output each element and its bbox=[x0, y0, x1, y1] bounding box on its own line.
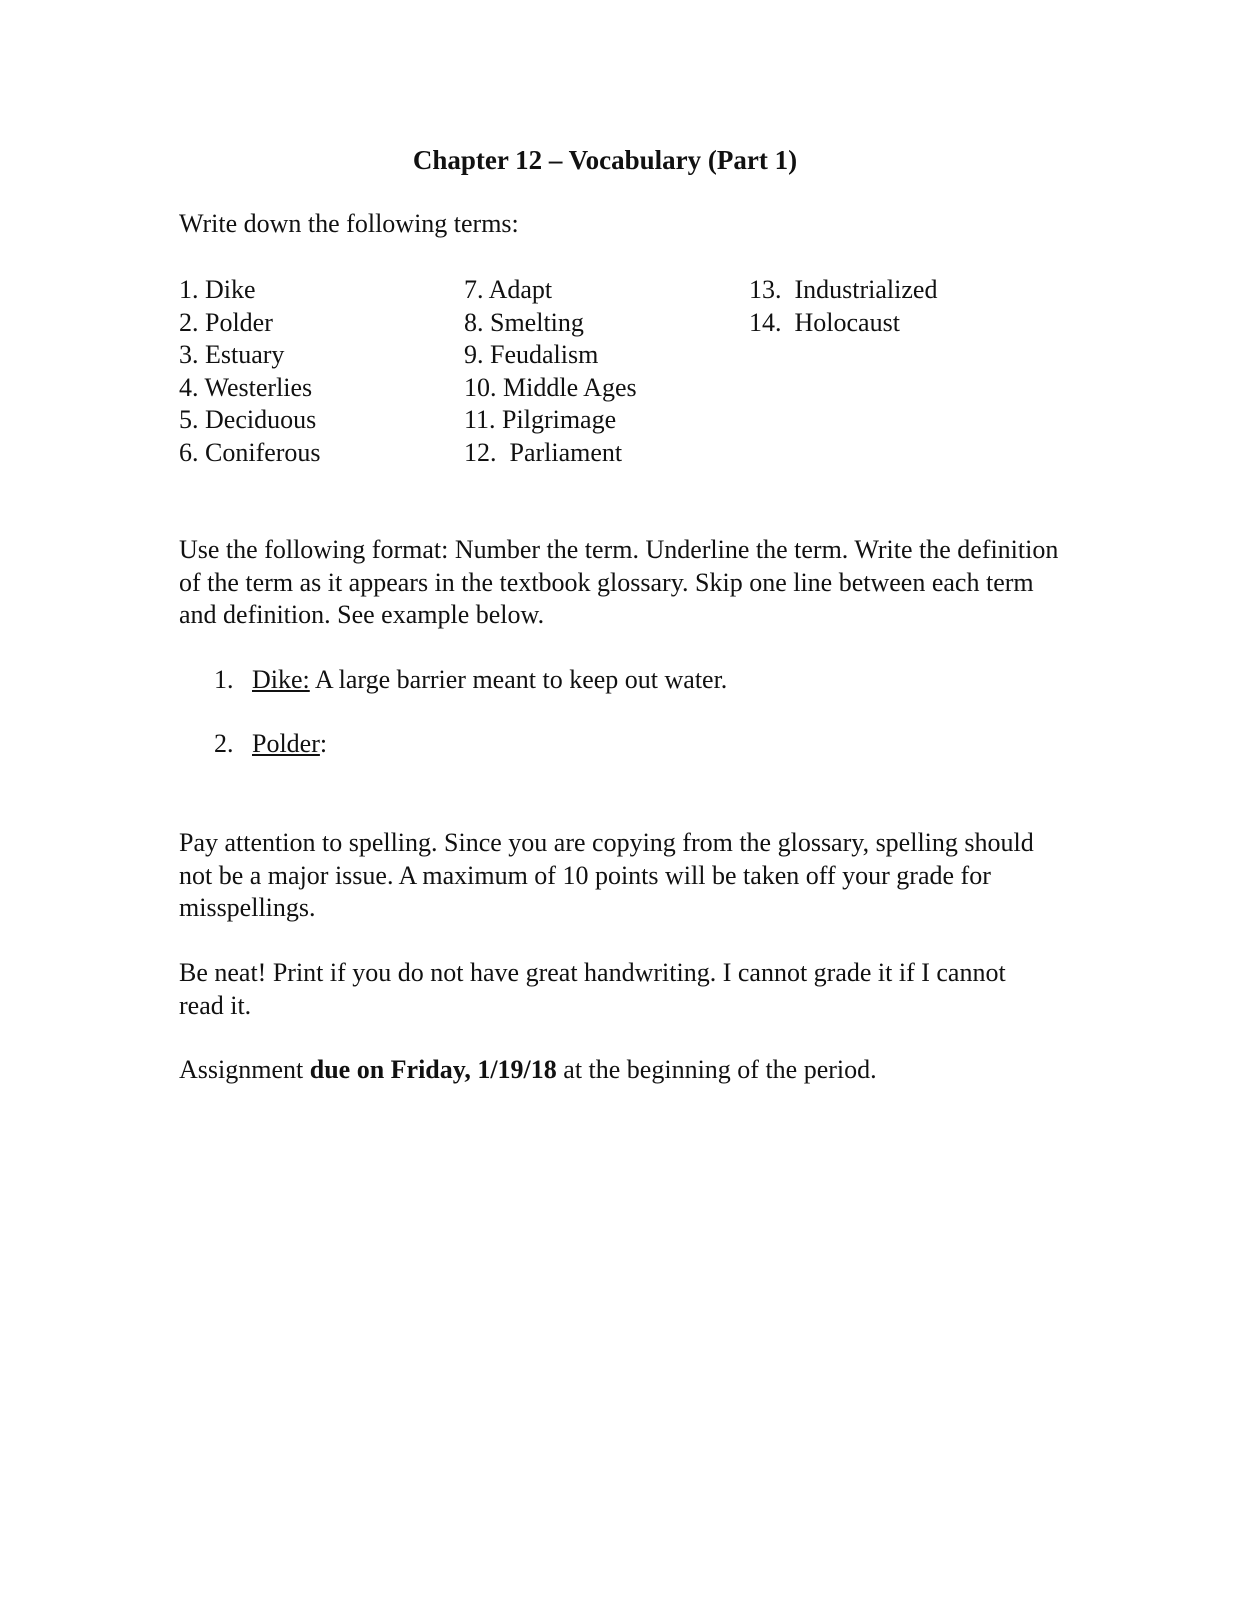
terms-column-2 bbox=[464, 274, 637, 469]
term-item: 1. Dike bbox=[179, 275, 256, 304]
term-item: 9. Feudalism bbox=[464, 340, 599, 369]
due-suffix: at the beginning of the period. bbox=[556, 1055, 877, 1084]
example-item-1 bbox=[214, 664, 727, 697]
page-title: Chapter 12 – Vocabulary (Part 1) bbox=[412, 145, 798, 175]
due-prefix: Assignment bbox=[179, 1055, 310, 1084]
term-item: 4. Westerlies bbox=[179, 372, 313, 402]
example-item-2 bbox=[214, 728, 327, 761]
due-date-note bbox=[179, 1054, 1079, 1087]
term-item: 10. Middle Ages bbox=[464, 372, 637, 402]
example-term: Polder bbox=[252, 729, 320, 758]
term-item: 6. Coniferous bbox=[179, 437, 321, 467]
terms-column-1 bbox=[179, 274, 321, 469]
term-item: 11. Pilgrimage bbox=[464, 405, 617, 434]
term-item: 8. Smelting bbox=[464, 307, 584, 337]
example-number: 1. bbox=[214, 665, 234, 694]
format-instructions: Use the following format: Number the term. Underline the term. Write the definition of the term as it appears in the textbook glossary. Skip one line between each term and definition. See example below. bbox=[179, 535, 1059, 629]
example-definition: A large barrier meant to keep out water. bbox=[309, 665, 728, 694]
term-item: 5. Deciduous bbox=[179, 405, 317, 434]
example-term: Dike: bbox=[252, 665, 310, 694]
terms-column-3 bbox=[749, 274, 937, 339]
term-item: 14. Holocaust bbox=[749, 307, 900, 337]
due-date: due on Friday, 1/19/18 bbox=[309, 1055, 557, 1084]
example-number: 2. bbox=[214, 729, 234, 758]
neatness-note: Be neat! Print if you do not have great handwriting. I cannot grade it if I cannot read it. bbox=[179, 958, 1006, 1020]
term-item: 12. Parliament bbox=[464, 437, 623, 467]
spelling-note: Pay attention to spelling. Since you are copying from the glossary, spelling should not be a major issue. A maximum of 10 points will be taken off your grade for misspellings. bbox=[179, 828, 1034, 922]
example-suffix: : bbox=[319, 729, 328, 758]
term-item: 7. Adapt bbox=[464, 275, 553, 304]
term-item: 3. Estuary bbox=[179, 340, 285, 369]
term-item: 2. Polder bbox=[179, 307, 273, 337]
intro-text: Write down the following terms: bbox=[179, 209, 519, 238]
term-item: 13. Industrialized bbox=[749, 275, 938, 304]
